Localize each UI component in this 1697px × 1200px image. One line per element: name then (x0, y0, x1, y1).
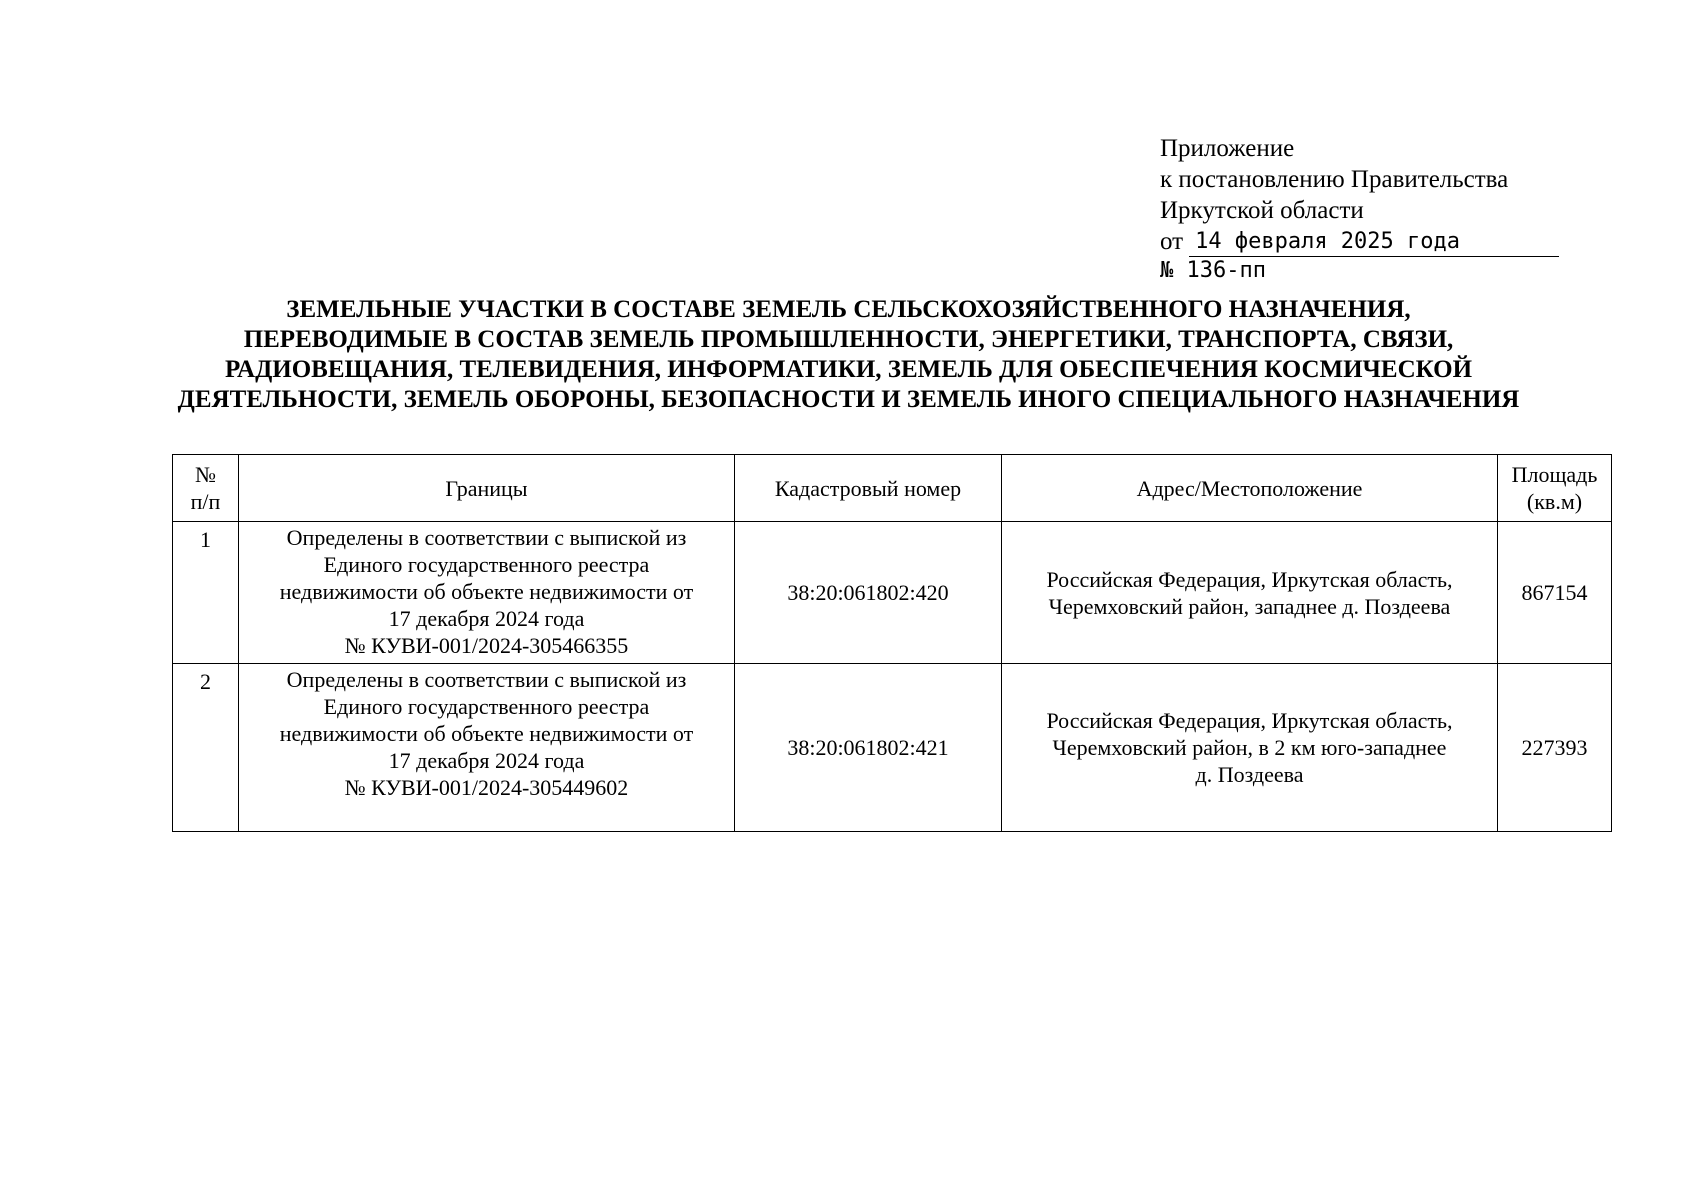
land-plots-table (172, 454, 1612, 832)
bounds-line: Определены в соответствии с выпиской из (286, 525, 687, 550)
address-line: Российская Федерация, Иркутская область, (1046, 566, 1453, 592)
attachment-decree-ref: к постановлению Правительства (1160, 166, 1509, 193)
header-area (1498, 455, 1612, 522)
row-bounds (239, 664, 735, 832)
attachment-date: 14 февраля 2025 года (1189, 228, 1559, 257)
row-area: 227393 (1498, 664, 1612, 832)
bounds-line: Единого государственного реестра (323, 694, 650, 719)
attachment-label: Приложение (1160, 135, 1295, 162)
header-num-line2: п/п (190, 489, 221, 514)
row-bounds (239, 522, 735, 664)
header-cadastral: Кадастровый номер (735, 455, 1002, 522)
row-address (1002, 664, 1498, 832)
table-header-row (173, 455, 1612, 522)
bounds-line: недвижимости об объекте недвижимости от (279, 721, 694, 746)
bounds-line: 17 декабря 2024 года (388, 748, 585, 773)
bounds-line: Единого государственного реестра (323, 552, 650, 577)
attachment-region: Иркутской области (1160, 197, 1364, 224)
address-line: Черемховский район, в 2 км юго-западнее (1052, 735, 1447, 760)
table-row (173, 664, 1612, 832)
row-cadastral-number: 38:20:061802:421 (735, 664, 1002, 832)
header-area-line2: (кв.м) (1526, 489, 1583, 514)
title-line-1: ЗЕМЕЛЬНЫЕ УЧАСТКИ В СОСТАВЕ ЗЕМЕЛЬ СЕЛЬСКОХОЗЯЙСТВЕННОГО НАЗНАЧЕНИЯ, (286, 296, 1411, 323)
bounds-line: 17 декабря 2024 года (388, 606, 585, 631)
document-title (60, 295, 1637, 415)
attachment-date-prefix: от (1160, 228, 1184, 255)
header-area-line1: Площадь (1511, 462, 1598, 487)
title-line-2: ПЕРЕВОДИМЫЕ В СОСТАВ ЗЕМЕЛЬ ПРОМЫШЛЕННОСТИ, ЭНЕРГЕТИКИ, ТРАНСПОРТА, СВЯЗИ, (243, 326, 1454, 353)
row-number: 1 (173, 522, 239, 664)
table-row (173, 522, 1612, 664)
bounds-line: недвижимости об объекте недвижимости от (279, 579, 694, 604)
address-line: Российская Федерация, Иркутская область, (1046, 708, 1453, 733)
header-address: Адрес/Местоположение (1002, 455, 1498, 522)
attachment-number: № 136-пп (1160, 258, 1266, 283)
bounds-line: № КУВИ-001/2024-305466355 (344, 633, 629, 658)
row-cadastral-number: 38:20:061802:420 (735, 522, 1002, 664)
address-line: д. Поздеева (1195, 762, 1304, 787)
title-line-3: РАДИОВЕЩАНИЯ, ТЕЛЕВИДЕНИЯ, ИНФОРМАТИКИ, ЗЕМЕЛЬ ДЛЯ ОБЕСПЕЧЕНИЯ КОСМИЧЕСКОЙ (224, 356, 1473, 383)
attachment-block (1160, 133, 1570, 285)
header-num (173, 455, 239, 522)
attachment-date-row (1160, 226, 1570, 257)
header-num-line1: № (195, 462, 216, 487)
row-address (1002, 522, 1498, 664)
bounds-line: № КУВИ-001/2024-305449602 (344, 775, 629, 800)
row-area: 867154 (1498, 522, 1612, 664)
bounds-line: Определены в соответствии с выпиской из (286, 667, 687, 692)
row-number: 2 (173, 664, 239, 832)
title-line-4: ДЕЯТЕЛЬНОСТИ, ЗЕМЕЛЬ ОБОРОНЫ, БЕЗОПАСНОСТИ И ЗЕМЕЛЬ ИНОГО СПЕЦИАЛЬНОГО НАЗНАЧЕНИЯ (177, 386, 1520, 413)
header-bounds: Границы (239, 455, 735, 522)
address-line: Черемховский район, западнее д. Поздеева (1048, 593, 1451, 619)
